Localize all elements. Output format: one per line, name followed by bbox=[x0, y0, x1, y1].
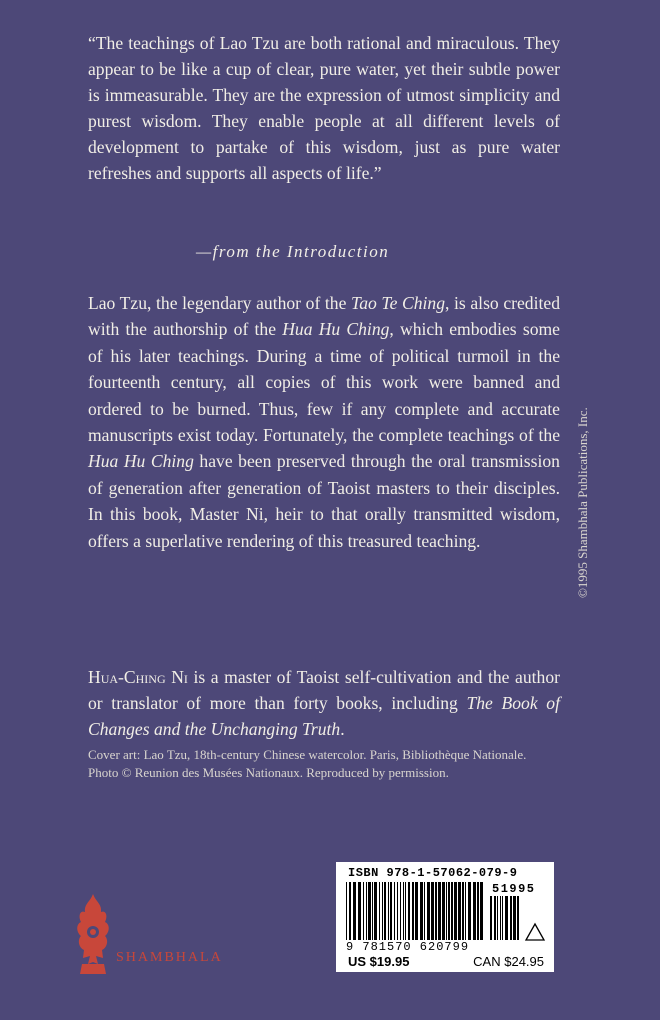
barcode-box bbox=[336, 862, 554, 972]
barcode-bar bbox=[403, 882, 404, 940]
price-us: US $19.95 bbox=[348, 954, 410, 969]
barcode-bar bbox=[477, 882, 479, 940]
author-bio bbox=[88, 664, 560, 742]
barcode-bar bbox=[480, 882, 483, 940]
barcode-bar bbox=[372, 882, 373, 940]
barcode-bar bbox=[500, 896, 501, 940]
barcode-bar bbox=[505, 896, 508, 940]
barcode-bar bbox=[468, 882, 471, 940]
author-name: Hua-Ching Ni bbox=[88, 667, 188, 687]
barcode-bar bbox=[442, 882, 445, 940]
barcode-bar bbox=[513, 896, 516, 940]
publisher-name: SHAMBHALA bbox=[116, 950, 223, 965]
barcode-bar bbox=[490, 896, 492, 940]
book-description bbox=[88, 290, 560, 554]
desc-part-2: , is also credited with the authorship of the bbox=[88, 293, 560, 340]
barcode-bar bbox=[400, 882, 401, 940]
title-hua-hu-ching-2: Hua Hu Ching bbox=[88, 451, 194, 472]
barcode-bar bbox=[462, 882, 464, 940]
barcode-bar bbox=[435, 882, 437, 940]
barcode-bar bbox=[358, 882, 361, 940]
barcode-bar bbox=[497, 896, 498, 940]
ean-number: 9 781570 620799 bbox=[346, 940, 470, 954]
price-addon-number: 51995 bbox=[492, 882, 536, 896]
barcode-bar bbox=[431, 882, 434, 940]
desc-part-3: , which embodies some of his later teachings. During a time of political turmoil in the fourteenth century, all copies of this work were banned and ordered to be burned. Thus, few if any complete and accurate manuscripts exist today. Fortunately, the complete teachings of the bbox=[88, 319, 560, 446]
cover-art-credit: Cover art: Lao Tzu, 18th-century Chinese watercolor. Paris, Bibliothèque Nationale. Photo © Reunion des Musées Nationaux. Reproduced by permission. bbox=[88, 747, 527, 780]
barcode-bar bbox=[368, 882, 371, 940]
author-book-title: The Book of Changes and the Unchanging Truth bbox=[88, 693, 560, 739]
quote-attribution: —from the Introduction bbox=[196, 242, 390, 261]
title-tao-te-ching: Tao Te Ching bbox=[351, 293, 446, 313]
barcode-bar bbox=[454, 882, 457, 940]
barcode-bar bbox=[363, 882, 364, 940]
barcode-bar bbox=[446, 882, 447, 940]
intro-quote: “The teachings of Lao Tzu are both rational and miraculous. They appear to be like a cup of clear, pure water, yet their subtle power is immeasurable. They are the expression of utmost simplicity and purest wisdom. They enable people at all different levels of development to partake of this wisdom, just as pure water refreshes and supports all aspects of life.” bbox=[88, 33, 560, 183]
barcode-bar bbox=[465, 882, 466, 940]
barcode-bar bbox=[502, 896, 503, 940]
barcode-bar bbox=[353, 882, 356, 940]
barcode-bar bbox=[397, 882, 398, 940]
barcode-bar bbox=[394, 882, 395, 940]
desc-part-1: Lao Tzu, the legendary author of the bbox=[88, 293, 352, 313]
barcode-bar bbox=[384, 882, 386, 940]
barcode-bar bbox=[408, 882, 410, 940]
barcode-bar bbox=[517, 896, 519, 940]
copyright-notice: ©1995 Shambhala Publications, Inc. bbox=[575, 407, 590, 598]
triangle-icon bbox=[524, 922, 546, 942]
barcode-bar bbox=[494, 896, 496, 940]
desc-part-4: have been preserved through the oral transmission of generation after generation of Taoist masters to their disciples. In this book, Master Ni, heir to that orally transmitted wisdom, offers a superlative rendering of this treasured teaching. bbox=[88, 451, 560, 551]
barcode-bar bbox=[374, 882, 377, 940]
ean-barcode bbox=[346, 882, 486, 940]
barcode-bar bbox=[420, 882, 423, 940]
isbn-number: ISBN 978-1-57062-079-9 bbox=[348, 866, 518, 880]
barcode-bar bbox=[379, 882, 380, 940]
barcode-bar bbox=[510, 896, 512, 940]
barcode-bar bbox=[412, 882, 414, 940]
barcode-bar bbox=[349, 882, 351, 940]
barcode-bar bbox=[451, 882, 453, 940]
addon-barcode bbox=[490, 896, 520, 940]
title-hua-hu-ching: Hua Hu Ching bbox=[282, 319, 390, 340]
barcode-bar bbox=[346, 882, 347, 940]
barcode-bar bbox=[438, 882, 441, 940]
price-can: CAN $24.95 bbox=[473, 954, 544, 969]
barcode-bar bbox=[388, 882, 389, 940]
author-bio-text: is a master of Taoist self-cultivation and the author or translator of more than forty books, including bbox=[88, 667, 560, 713]
barcode-bar bbox=[405, 882, 406, 940]
barcode-bar bbox=[448, 882, 450, 940]
barcode-bar bbox=[424, 882, 425, 940]
author-bio-end: . bbox=[340, 719, 345, 739]
barcode-bar bbox=[473, 882, 476, 940]
barcode-bar bbox=[390, 882, 392, 940]
shambhala-flame-logo-icon bbox=[72, 892, 114, 976]
barcode-bar bbox=[366, 882, 367, 940]
barcode-bar bbox=[458, 882, 461, 940]
barcode-bar bbox=[415, 882, 418, 940]
barcode-bar bbox=[382, 882, 383, 940]
barcode-bar bbox=[427, 882, 430, 940]
